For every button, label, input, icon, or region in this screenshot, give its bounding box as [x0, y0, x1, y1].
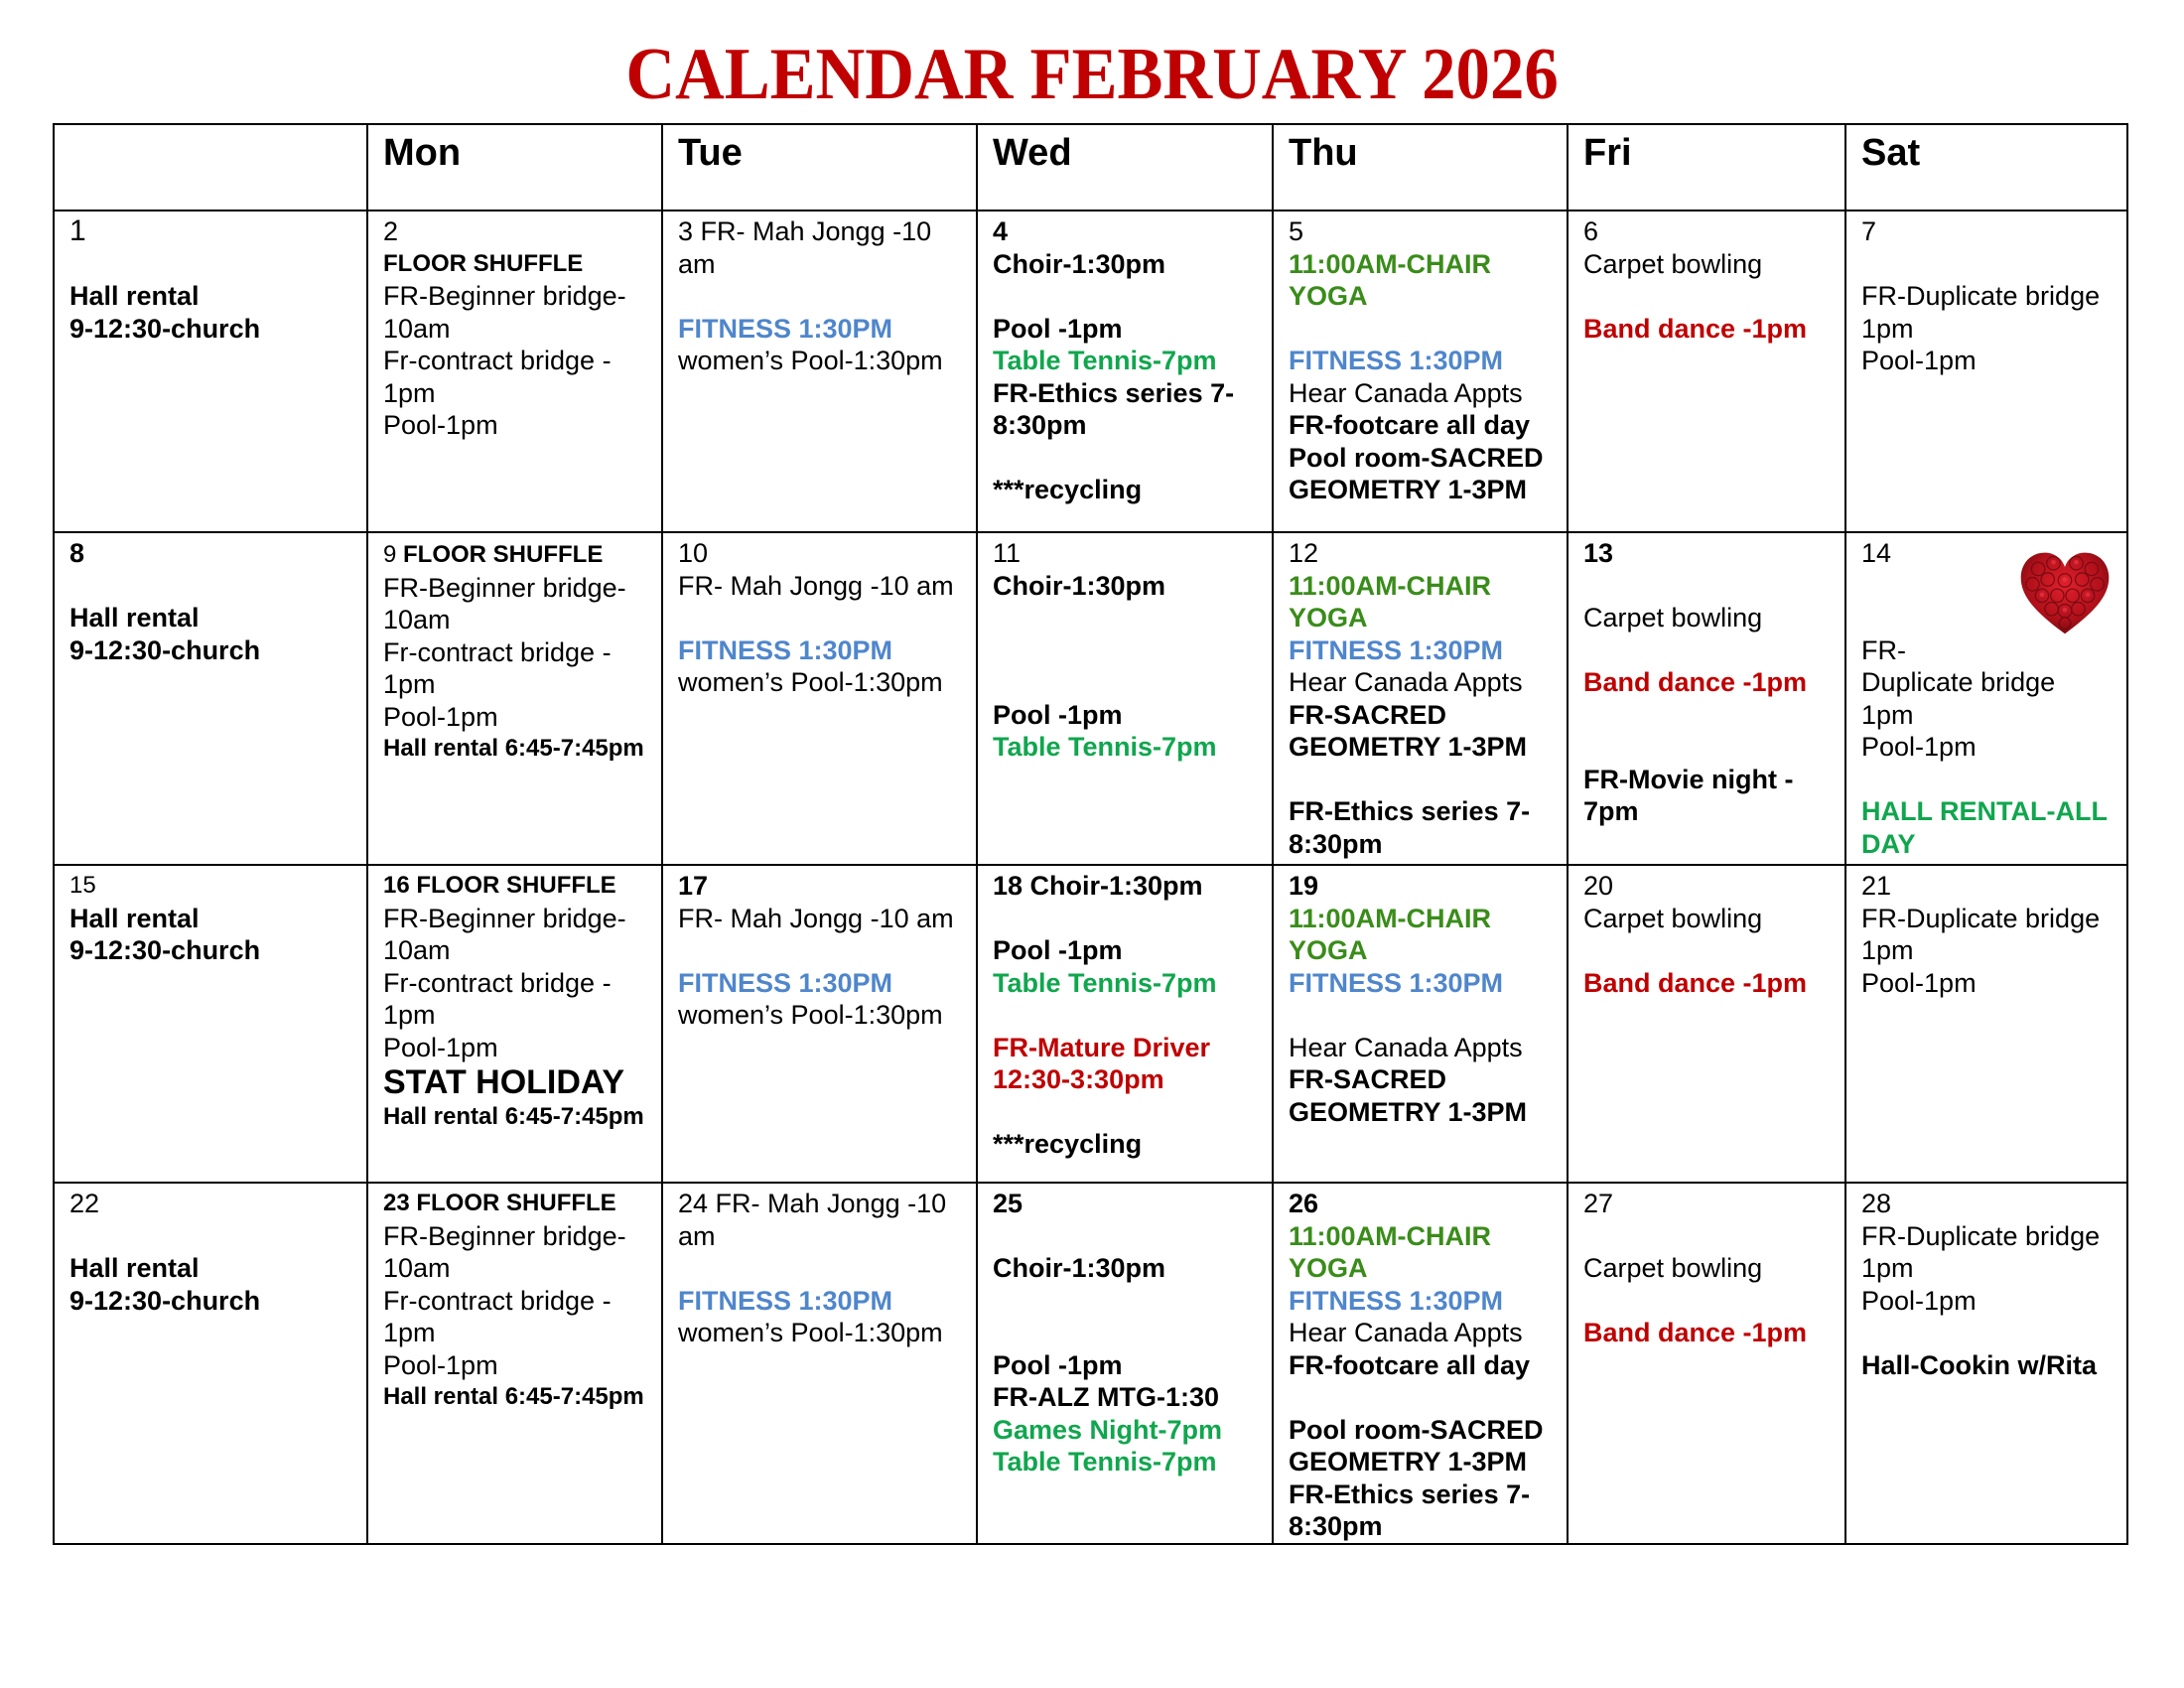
day-cell-mon[interactable]: [367, 1183, 662, 1544]
event-item: FITNESS 1:30PM: [1289, 634, 1504, 665]
event-item: FR-Beginner bridge-10am: [383, 1220, 626, 1283]
event-item: Games Night-7pm: [993, 1414, 1223, 1445]
spacer: [69, 570, 351, 603]
event-item: FITNESS 1:30PM: [1289, 346, 1504, 375]
event-item: Hall rental: [69, 281, 200, 311]
event-item: Table Tennis-7pm: [993, 732, 1217, 762]
day-number: 6: [1583, 216, 1599, 246]
event-item: Hear Canada Appts: [1289, 1318, 1523, 1347]
page-title: [0, 30, 2184, 119]
event-item: Band dance -1pm: [1583, 313, 1808, 344]
week-row: [54, 532, 2127, 865]
day-number: 17: [678, 871, 709, 901]
spacer: [993, 1220, 1257, 1253]
spacer: [1583, 280, 1830, 313]
week-row: [54, 1183, 2127, 1544]
header-sat: Sat: [1845, 124, 2127, 211]
event-item: 11:00AM-CHAIR YOGA: [1289, 570, 1492, 633]
day-cell-fri[interactable]: [1568, 1183, 1845, 1544]
event-item: FR-Beginner bridge-10am: [383, 903, 626, 965]
day-cell-thu[interactable]: [1273, 865, 1568, 1183]
event-item: FR-SACRED GEOMETRY 1-3PM: [1289, 699, 1528, 762]
spacer: [69, 1220, 351, 1253]
event-item: FITNESS 1:30PM: [678, 967, 893, 998]
day-number: 10: [678, 538, 709, 568]
event-item: FR-Duplicate bridge 1pm: [1861, 903, 2101, 965]
event-item: Pool-1pm: [1861, 967, 1977, 998]
day-number: 15: [69, 872, 96, 899]
event-item: Fr-contract bridge - 1pm: [383, 636, 612, 699]
spacer: [993, 442, 1257, 475]
spacer: [993, 602, 1257, 634]
spacer: [69, 248, 351, 281]
spacer: [1583, 1285, 1830, 1318]
day-cell-wed[interactable]: [977, 1183, 1273, 1544]
event-item: Pool room-SACRED GEOMETRY 1-3PM: [1289, 1414, 1544, 1477]
header-blank: [54, 124, 367, 211]
day-number: 13: [1583, 538, 1614, 568]
event-item: Hear Canada Appts: [1289, 377, 1523, 408]
day-number: 21: [1861, 871, 1892, 901]
event-item: FR-Ethics series 7-8:30pm: [1289, 1478, 1531, 1541]
spacer: [678, 934, 961, 967]
event-item: 11:00AM-CHAIR YOGA: [1289, 1220, 1492, 1283]
day-cell-mon[interactable]: [367, 865, 662, 1183]
event-item: Choir-1:30pm: [993, 570, 1166, 601]
event-item: Pool -1pm: [993, 313, 1123, 344]
event-item: Table Tennis-7pm: [993, 1447, 1217, 1477]
day-cell-sat[interactable]: [1845, 532, 2127, 865]
day-number: 23 FLOOR SHUFFLE: [383, 1190, 616, 1216]
event-item: Pool-1pm: [383, 1349, 498, 1380]
day-number: 28: [1861, 1189, 1892, 1218]
event-item: Fr-contract bridge - 1pm: [383, 346, 612, 408]
event-item: FR-Mature Driver 12:30-3:30pm: [993, 1032, 1211, 1094]
spacer: [1289, 764, 1552, 796]
day-number: 12: [1289, 538, 1319, 568]
event-item: FR-SACRED GEOMETRY 1-3PM: [1289, 1064, 1528, 1127]
day-number: 5: [1289, 216, 1304, 246]
event-item: Pool-1pm: [383, 1032, 498, 1062]
event-item: Carpet bowling: [1583, 1253, 1763, 1283]
day-cell-thu[interactable]: [1273, 532, 1568, 865]
event-item: FLOOR SHUFFLE: [383, 249, 584, 277]
day-number: 20: [1583, 871, 1614, 901]
event-item: FR-Ethics series 7-8:30pm: [993, 377, 1235, 440]
event-item: women’s Pool-1:30pm: [678, 1318, 943, 1347]
event-item: STAT HOLIDAY: [383, 1063, 625, 1101]
event-item: Hall rental 6:45-7:45pm: [383, 1103, 644, 1130]
day-number: 8: [69, 538, 85, 568]
header-fri: Fri: [1568, 124, 1845, 211]
day-number: 9: [383, 541, 404, 568]
day-number: 27: [1583, 1189, 1614, 1218]
day-cell-sun[interactable]: [54, 1183, 367, 1544]
event-item: 11:00AM-CHAIR YOGA: [1289, 903, 1492, 965]
event-item: FITNESS 1:30PM: [678, 634, 893, 665]
spacer: [993, 634, 1257, 667]
day-number: 14: [1861, 538, 1892, 568]
spacer: [1289, 1381, 1552, 1414]
day-cell-sun[interactable]: [54, 211, 367, 532]
header-mon: Mon: [367, 124, 662, 211]
event-item: FR- Mah Jongg -10 am: [678, 903, 954, 933]
day-cell-mon[interactable]: [367, 211, 662, 532]
day-number: 26: [1289, 1189, 1319, 1218]
spacer: [1583, 699, 1830, 732]
event-item: ***recycling: [993, 475, 1143, 504]
event-item: Duplicate bridge 1pm: [1861, 667, 2056, 730]
event-item: Hall rental: [69, 903, 200, 933]
event-item: Pool-1pm: [383, 410, 498, 440]
event-item: Choir-1:30pm: [993, 1253, 1166, 1283]
day-cell-tue[interactable]: [662, 532, 977, 865]
event-item: 9-12:30-church: [69, 313, 261, 344]
header-tue: Tue: [662, 124, 977, 211]
event-item: FR-Duplicate bridge 1pm: [1861, 281, 2101, 344]
day-number: 25: [993, 1189, 1024, 1218]
day-cell-sun[interactable]: [54, 532, 367, 865]
day-number: 1: [69, 214, 86, 247]
spacer: [993, 1317, 1257, 1349]
spacer: [1583, 570, 1830, 603]
spacer: [1861, 1317, 2112, 1349]
day-number: 11: [993, 538, 1022, 568]
day-number: 16 FLOOR SHUFFLE: [383, 872, 616, 899]
event-item: 11:00AM-CHAIR YOGA: [1289, 248, 1492, 311]
spacer: [1583, 1220, 1830, 1253]
event-item: FR-footcare all day: [1289, 1349, 1531, 1380]
event-item: Choir-1:30pm: [993, 248, 1166, 279]
event-item: Carpet bowling: [1583, 248, 1763, 279]
page-title-text: CALENDAR FEBRUARY 2026: [625, 34, 1559, 115]
spacer: [1861, 764, 2112, 796]
spacer: [993, 1096, 1257, 1129]
spacer: [678, 1252, 961, 1285]
event-item: Pool -1pm: [993, 935, 1123, 965]
event-item: FITNESS 1:30PM: [1289, 967, 1504, 998]
day-cell-fri[interactable]: [1568, 532, 1845, 865]
event-item: Hall rental 6:45-7:45pm: [383, 735, 644, 762]
event-item: Fr-contract bridge - 1pm: [383, 967, 612, 1030]
event-item: Pool -1pm: [993, 1349, 1123, 1380]
day-cell-fri[interactable]: [1568, 865, 1845, 1183]
spacer: [1289, 313, 1552, 346]
day-cell-sun[interactable]: [54, 865, 367, 1183]
day-number: 7: [1861, 216, 1877, 246]
spacer: [1583, 731, 1830, 764]
event-item: Pool-1pm: [1861, 1285, 1977, 1316]
event-item: FR-Movie night - 7pm: [1583, 764, 1794, 826]
spacer: [993, 903, 1257, 935]
event-item: Pool-1pm: [1861, 732, 1977, 762]
event-item: Band dance -1pm: [1583, 667, 1808, 697]
event-item: HALL RENTAL-ALL DAY: [1861, 796, 2108, 859]
event-item: 9-12:30-church: [69, 1285, 261, 1316]
day-cell-sat[interactable]: [1845, 211, 2127, 532]
event-item: FR-Beginner bridge-10am: [383, 572, 626, 634]
day-number-line: [383, 537, 646, 572]
event-item: FITNESS 1:30PM: [678, 1285, 893, 1316]
day-cell-mon[interactable]: [367, 532, 662, 865]
rose-heart-icon: [2017, 547, 2113, 636]
day-number: 4: [993, 216, 1009, 246]
calendar-grid: [53, 123, 2128, 1545]
event-item: Pool -1pm: [993, 699, 1123, 730]
event-item: Hear Canada Appts: [1289, 1032, 1523, 1062]
day-cell-tue[interactable]: [662, 1183, 977, 1544]
header-thu: Thu: [1273, 124, 1568, 211]
event-item: ***recycling: [993, 1129, 1143, 1159]
event-item: Hear Canada Appts: [1289, 667, 1523, 697]
spacer: [1583, 634, 1830, 667]
spacer: [993, 999, 1257, 1032]
day-cell-wed[interactable]: [977, 532, 1273, 865]
day-cell-fri[interactable]: [1568, 211, 1845, 532]
event-item: FR- Mah Jongg -10 am: [678, 570, 954, 601]
event-item: Hall-Cookin w/Rita: [1861, 1349, 2098, 1380]
day-cell-tue[interactable]: [662, 865, 977, 1183]
header-wed: Wed: [977, 124, 1273, 211]
event-item: Fr-contract bridge - 1pm: [383, 1285, 612, 1347]
event-item: FR-footcare all day: [1289, 410, 1531, 440]
event-item: FR-Duplicate bridge 1pm: [1861, 1220, 2101, 1283]
day-number: 18 Choir-1:30pm: [993, 871, 1203, 901]
spacer: [678, 602, 961, 634]
event-item: 9-12:30-church: [69, 935, 261, 965]
day-number: 24 FR- Mah Jongg -10 am: [678, 1189, 947, 1251]
event-item: Band dance -1pm: [1583, 1318, 1808, 1347]
event-item: FR-: [1861, 634, 1906, 665]
spacer: [993, 1285, 1257, 1318]
event-item: Band dance -1pm: [1583, 967, 1808, 998]
event-item: Table Tennis-7pm: [993, 967, 1217, 998]
event-item: Carpet bowling: [1583, 603, 1763, 633]
week-row: [54, 865, 2127, 1183]
event-item: women’s Pool-1:30pm: [678, 667, 943, 697]
event-item: Hall rental: [69, 1253, 200, 1283]
event-item: 9-12:30-church: [69, 634, 261, 665]
day-number: 2: [383, 216, 399, 246]
event-item: FR-ALZ MTG-1:30: [993, 1382, 1219, 1412]
spacer: [678, 280, 961, 313]
event-item: Table Tennis-7pm: [993, 346, 1217, 375]
event-item: Carpet bowling: [1583, 903, 1763, 933]
event-item: FITNESS 1:30PM: [1289, 1285, 1504, 1316]
day-number: 22: [69, 1189, 100, 1218]
event-item: FR-Ethics series 7-8:30pm: [1289, 796, 1531, 859]
event-item: FITNESS 1:30PM: [678, 313, 893, 344]
spacer: [993, 666, 1257, 699]
spacer: [1583, 934, 1830, 967]
day-cell-tue[interactable]: [662, 211, 977, 532]
spacer: [1289, 999, 1552, 1032]
spacer: [993, 280, 1257, 313]
week-row: [54, 211, 2127, 532]
event-item: Hall rental 6:45-7:45pm: [383, 1383, 644, 1410]
day-cell-thu[interactable]: [1273, 211, 1568, 532]
weekday-header-row: [54, 124, 2127, 211]
day-cell-thu[interactable]: [1273, 1183, 1568, 1544]
event-item: Pool-1pm: [383, 701, 498, 732]
event-item: Pool-1pm: [1861, 346, 1977, 375]
event-item: Hall rental: [69, 603, 200, 633]
spacer: [1861, 248, 2112, 281]
event-item: women’s Pool-1:30pm: [678, 346, 943, 375]
event-item: Pool room-SACRED GEOMETRY 1-3PM: [1289, 442, 1544, 504]
event-item: women’s Pool-1:30pm: [678, 1000, 943, 1030]
day-cell-wed[interactable]: [977, 865, 1273, 1183]
day-number: 3 FR- Mah Jongg -10 am: [678, 216, 932, 279]
event-item: FLOOR SHUFFLE: [403, 541, 604, 568]
day-cell-sat[interactable]: [1845, 865, 2127, 1183]
event-item: FR-Beginner bridge-10am: [383, 281, 626, 344]
day-number: 19: [1289, 871, 1319, 901]
day-cell-wed[interactable]: [977, 211, 1273, 532]
day-cell-sat[interactable]: [1845, 1183, 2127, 1544]
